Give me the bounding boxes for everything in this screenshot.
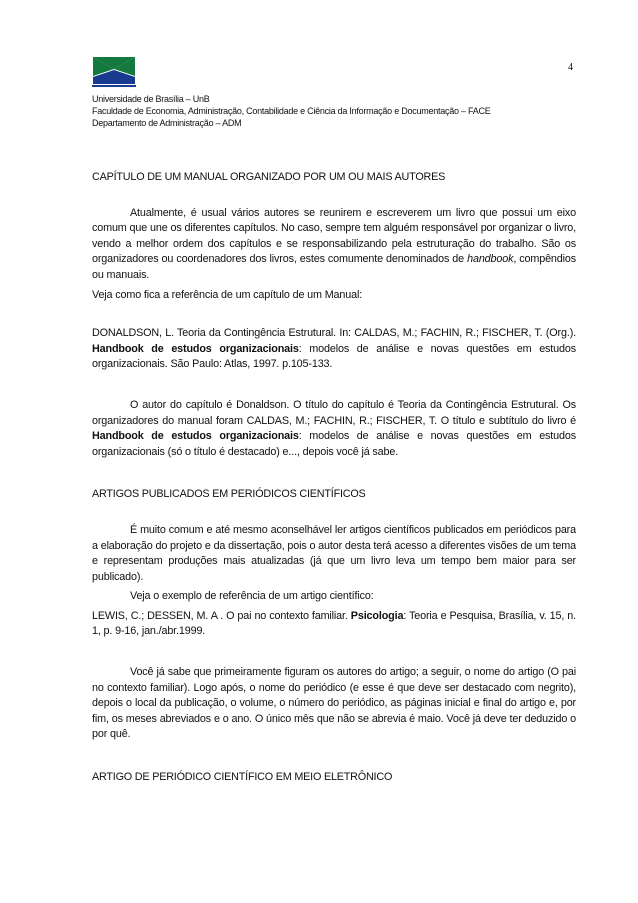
- reference-lewis: LEWIS, C.; DESSEN, M. A . O pai no contexto familiar. Psicologia: Teoria e Pesquisa, Brasília, v. 15, n. 1, p. 9-16, jan./abr.1999.: [92, 609, 576, 638]
- unb-logo: [92, 56, 136, 88]
- institution-header: [92, 93, 592, 129]
- department-name: Departamento de Administração – ADM: [92, 118, 242, 128]
- paragraph-chapter-explanation: O autor do capítulo é Donaldson. O título do capítulo é Teoria da Contingência Estrutural. Os organizadores do manual foram CALDAS, M.; FACHIN, R.; FISCHER, T. O título e subtítulo do livro é Handbook de estudos organizacionais: modelos de análise e novas questões em estudos organizacionais (só o título é destacado) e..., depois você já sabe.: [92, 398, 576, 458]
- reference-donaldson: DONALDSON, L. Teoria da Contingência Estrutural. In: CALDAS, M.; FACHIN, R.; FISCHER, T. (Org.). Handbook de estudos organizacionais: modelos de análise e novas questões em estudos organizacionais. São Paulo: Atlas, 1997. p.105-133.: [92, 327, 576, 371]
- page-number: 4: [568, 62, 573, 73]
- paragraph-article-explanation: Você já sabe que primeiramente figuram os autores do artigo; a seguir, o nome do artigo (O pai no contexto familiar). Logo após, o nome do periódico (e esse é que deve ser destacado com negrito), depois o local da publicação, o volume, o número do periódico, as páginas inicial e final do artigo e, por fim, os meses abreviados e o ano. O único mês que não se abrevia é maio. Você já deve ter deduzido o por quê.: [92, 666, 576, 741]
- paragraph-see-example: Veja como fica a referência de um capítulo de um Manual:: [92, 288, 363, 301]
- document-body: [92, 170, 576, 786]
- paragraph-article-example: Veja o exemplo de referência de um artigo científico:: [130, 590, 374, 603]
- section-heading-chapter: CAPÍTULO DE UM MANUAL ORGANIZADO POR UM OU MAIS AUTORES: [92, 171, 446, 183]
- university-name: Universidade de Brasília – UnB: [92, 94, 210, 104]
- faculty-name: Faculdade de Economia, Administração, Contabilidade e Ciência da Informação e Documentação – FACE: [92, 106, 491, 116]
- section-heading-electronic: ARTIGO DE PERIÓDICO CIENTÍFICO EM MEIO ELETRÔNICO: [92, 771, 393, 784]
- paragraph-articles-intro: É muito comum e até mesmo aconselhável ler artigos científicos publicados em periódicos para a elaboração do projeto e da dissertação, pois o autor desta terá acesso a diferentes visões de um tema e representam produções mais atualizadas (já que um livro leva um tempo bem maior para ser publicado).: [92, 523, 576, 583]
- paragraph-handbook-intro: Atualmente, é usual vários autores se reunirem e escreverem um livro que possui um eixo comum que une os diferentes capítulos. No caso, sempre tem alguém responsável por organizar o livro, vendo a melhor ordem dos capítulos e se responsabilizando pela estruturação do trabalho. São os organizadores ou coordenadores dos livros, estes comumente denominados de handbook, compêndios ou manuais.: [92, 206, 576, 281]
- section-heading-articles: ARTIGOS PUBLICADOS EM PERIÓDICOS CIENTÍFICOS: [92, 488, 366, 501]
